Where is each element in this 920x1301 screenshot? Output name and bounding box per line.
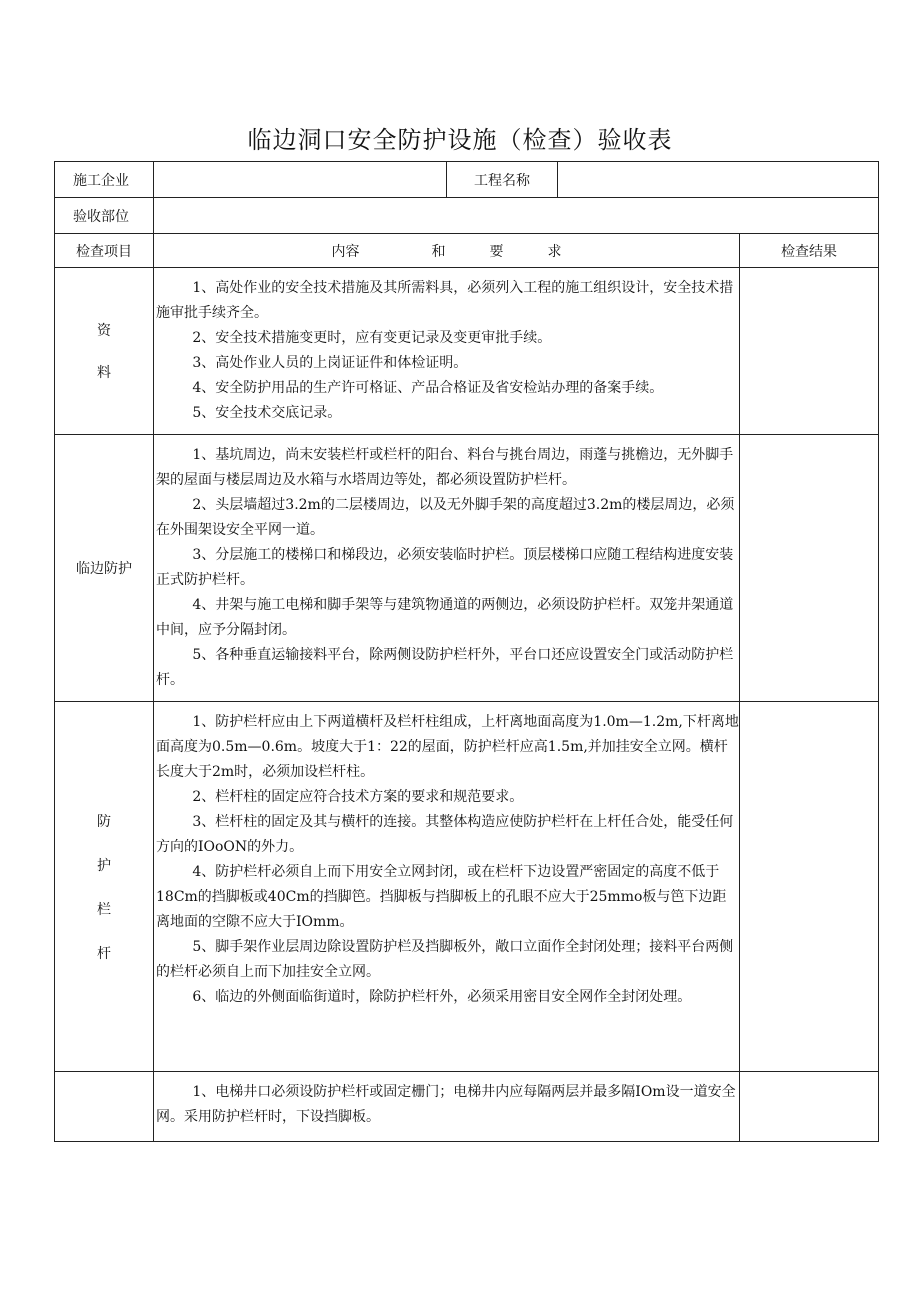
list-item: 3、分层施工的楼梯口和梯段边，必须安装临时护栏。顶层楼梯口应随工程结构进度安装正式防护栏杆。 [156, 547, 734, 588]
header-content-word-4: 求 [547, 243, 562, 260]
list-item: 2、栏杆柱的固定应符合技术方案的要求和规范要求。 [192, 789, 524, 805]
section-guardrail [55, 702, 879, 1072]
list-item: 1、电梯井口必须设防护栏杆或固定栅门；电梯井内应每隔两层并最多隔IOm设一道安全网。采用防护栏杆时，下设挡脚板。 [156, 1084, 736, 1125]
label-char: 护 [97, 857, 111, 874]
company-value-field[interactable] [154, 162, 447, 198]
section-elevator-result[interactable] [740, 1072, 879, 1142]
section-edge-protection [55, 435, 879, 702]
section-elevator-label [55, 1072, 154, 1142]
list-item: 2、头层墙超过3.2m的二层楼周边，以及无外脚手架的高度超过3.2m的楼层周边，必须在外围架设安全平网一道。 [156, 497, 735, 538]
list-item: 1、防护栏杆应由上下两道横杆及栏杆柱组成，上杆离地面高度为1.0m—1.2m,下杆离地面高度为0.5m—0.6m。坡度大于1：22的屋面，防护栏杆应高1.5m,并加挂安全立网。横杆长度大于2m时，必须加设栏杆柱。 [156, 714, 739, 780]
list-item: 5、安全技术交底记录。 [192, 405, 342, 421]
list-item: 5、各种垂直运输接料平台，除两侧设防护栏杆外，平台口还应设置安全门或活动防护栏杆。 [156, 647, 734, 688]
section-edge-protection-label: 临边防护 [55, 435, 154, 702]
list-item: 6、临边的外侧面临街道时，除防护栏杆外，必须采用密目安全网作全封闭处理。 [192, 989, 692, 1005]
header-item: 检查项目 [55, 234, 154, 268]
part-row [55, 198, 879, 234]
label-char: 资 [97, 323, 111, 339]
section-guardrail-label [55, 702, 154, 1072]
list-item: 3、栏杆柱的固定及其与横杆的连接。其整体构造应使防护栏杆在上杆任合处，能受任何方向的IOoON的外力。 [156, 814, 734, 855]
header-content-word-1: 内容 [331, 243, 360, 260]
list-item: 4、防护栏杆必须自上而下用安全立网封闭，或在栏杆下边设置严密固定的高度不低于18Cm的挡脚板或40Cm的挡脚笆。挡脚板与挡脚板上的孔眼不应大于25mmo板与笆下边距离地面的空隙不应大于IOmm。 [156, 864, 727, 930]
section-guardrail-content [154, 702, 740, 1072]
part-value-field[interactable] [154, 198, 879, 234]
label-char: 杆 [97, 945, 111, 962]
project-name-field[interactable] [558, 162, 879, 198]
header-content-word-3: 要 [489, 243, 504, 260]
company-row [55, 162, 879, 198]
list-item: 1、高处作业的安全技术措施及其所需料具，必须列入工程的施工组织设计，安全技术措施审批手续齐全。 [156, 280, 734, 321]
company-label: 施工企业 [55, 162, 154, 198]
header-content-word-2: 和 [431, 243, 446, 260]
list-item: 1、基坑周边，尚末安装栏杆或栏杆的阳台、料台与挑台周边，雨蓬与挑檐边，无外脚手架的屋面与楼层周边及水箱与水塔周边等处，都必须设置防护栏杆。 [156, 447, 734, 488]
part-label: 验收部位 [55, 198, 154, 234]
project-name-label: 工程名称 [447, 162, 558, 198]
list-item: 4、井架与施工电梯和脚手架等与建筑物通道的两侧边，必须设防护栏杆。双笼井架通道中间，应予分隔封闭。 [156, 597, 734, 638]
label-char: 栏 [97, 901, 111, 918]
section-edge-protection-content [154, 435, 740, 702]
label-char: 防 [97, 813, 111, 830]
section-elevator [55, 1072, 879, 1142]
section-materials-label [55, 268, 154, 435]
list-item: 5、脚手架作业层周边除设置防护栏及挡脚板外，敞口立面作全封闭处理；接料平台两侧的栏杆必须自上而下加挂安全立网。 [156, 939, 734, 980]
section-edge-protection-result[interactable] [740, 435, 879, 702]
header-row [55, 234, 879, 268]
section-guardrail-result[interactable] [740, 702, 879, 1072]
list-item: 3、高处作业人员的上岗证证件和体检证明。 [192, 355, 468, 371]
list-item: 2、安全技术措施变更时，应有变更记录及变更审批手续。 [192, 330, 552, 346]
header-result: 检查结果 [740, 234, 879, 268]
section-materials [55, 268, 879, 435]
page-title: 临边洞口安全防护设施（检查）验收表 [247, 126, 673, 154]
section-materials-result[interactable] [740, 268, 879, 435]
inspection-table [54, 161, 879, 1142]
label-char: 料 [97, 365, 111, 381]
section-elevator-content [154, 1072, 740, 1142]
header-content [154, 234, 740, 268]
section-materials-content [154, 268, 740, 435]
list-item: 4、安全防护用品的生产许可格证、产品合格证及省安检站办理的备案手续。 [192, 380, 664, 396]
